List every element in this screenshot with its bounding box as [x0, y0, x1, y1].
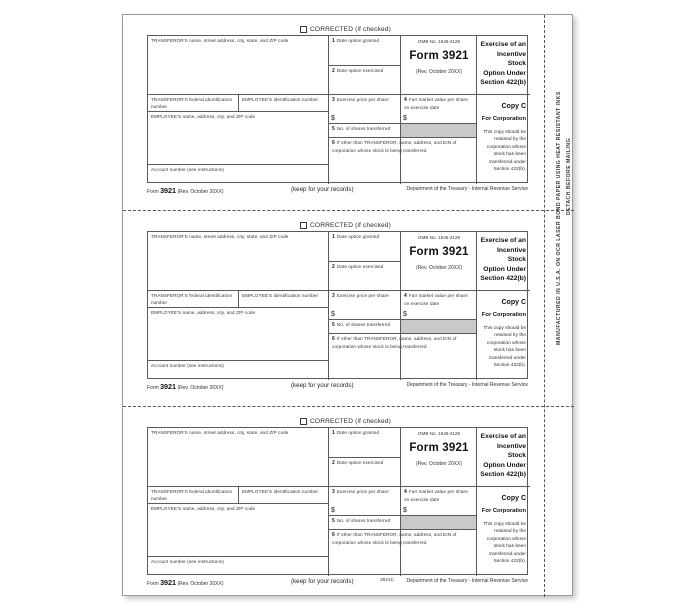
account-number-cell[interactable]	[148, 556, 328, 576]
footer-department: Department of the Treasury - Internal Revenue Service	[406, 382, 528, 388]
transferor-tin-cell[interactable]	[148, 486, 238, 503]
footer-keep-records: (keep for your records)	[291, 186, 354, 193]
box-3-number: 3	[332, 489, 335, 495]
form-sheet	[122, 14, 573, 596]
copy-label: Copy C	[501, 299, 526, 306]
box-6-number: 6	[332, 336, 335, 342]
grid-column-title	[476, 36, 529, 184]
shaded-block	[401, 516, 477, 529]
box-4-cell[interactable]	[401, 94, 477, 123]
shaded-block	[401, 124, 477, 137]
box-2-cell[interactable]	[329, 65, 401, 94]
corrected-row	[123, 23, 528, 35]
copy-for-label: For Corporation	[481, 508, 526, 514]
box-5-label: No. of shares transferred	[336, 126, 391, 131]
side-text-column	[547, 15, 573, 597]
copy-designation-cell	[477, 486, 530, 576]
box-4-cell[interactable]	[401, 486, 477, 515]
account-number-label: Account number (see instructions)	[151, 167, 225, 172]
form-title-line-2: Incentive Stock	[497, 442, 526, 460]
omb-header-cell	[401, 232, 477, 290]
omb-number: OMB No. 1545-2129	[417, 39, 461, 44]
grid-column-title	[476, 232, 529, 380]
box-1-label: Date option granted	[336, 430, 380, 435]
form-title-line-2: Incentive Stock	[497, 50, 526, 68]
copy-designation-cell	[477, 290, 530, 380]
footer-keep-records: (keep for your records)	[291, 578, 354, 585]
grid-column-payer	[148, 428, 328, 576]
footer-form-id	[147, 578, 224, 587]
box-2-cell[interactable]	[329, 457, 401, 486]
box-1-number: 1	[332, 38, 335, 44]
corrected-label: CORRECTED (if checked)	[310, 25, 391, 33]
form-grid	[147, 35, 528, 183]
footer-form-prefix: Form	[147, 189, 159, 195]
form-title-line-4: Section 422(b)	[480, 275, 526, 283]
form-title-line-4: Section 422(b)	[480, 471, 526, 479]
employee-name-label: EMPLOYEE'S name, address, city, and ZIP code	[151, 506, 256, 511]
detach-line-vertical	[544, 15, 545, 597]
detach-before-mailing-text: DETACH BEFORE MAILING	[566, 137, 572, 215]
form-revision: (Rev. October 20XX)	[415, 265, 463, 271]
employee-tin-label: EMPLOYEE'S identification number	[242, 489, 319, 494]
manufactured-text: MANUFACTURED IN U.S.A. ON OCR LASER BOND PAPER USING HEAT RESISTANT INKS	[556, 91, 562, 345]
footer-form-number: 3921	[160, 186, 177, 195]
account-number-cell[interactable]	[148, 360, 328, 380]
box-5-cell[interactable]	[329, 319, 401, 333]
copy-for-label: For Corporation	[481, 116, 526, 122]
form-footer	[147, 578, 528, 590]
box-2-number: 2	[332, 264, 335, 270]
box-2-cell[interactable]	[329, 261, 401, 290]
corrected-label: CORRECTED (if checked)	[310, 417, 391, 425]
employee-tin-cell[interactable]	[238, 290, 328, 307]
perforation-line-2	[123, 406, 574, 407]
perforation-line-1	[123, 210, 574, 211]
box-4-cell[interactable]	[401, 290, 477, 319]
employee-tin-label: EMPLOYEE'S identification number	[242, 293, 319, 298]
transferor-name-cell[interactable]	[148, 36, 328, 94]
box-4-number: 4	[404, 293, 407, 299]
box-1-cell[interactable]	[329, 36, 401, 65]
box-4-label: Fair market value per share on exercise date	[404, 489, 468, 502]
box-6-label: If other than TRANSFEROR, name, address, and EIN of corporation whose stock is being transferred	[332, 140, 457, 153]
box-6-label: If other than TRANSFEROR, name, address, and EIN of corporation whose stock is being transferred	[332, 532, 457, 545]
footer-department: Department of the Treasury - Internal Revenue Service	[406, 186, 528, 192]
footer-product-code: 3921C	[380, 578, 395, 583]
grid-column-payer	[148, 36, 328, 184]
omb-number: OMB No. 1545-2129	[417, 235, 461, 240]
grid-column-payer	[148, 232, 328, 380]
form-title-line-1: Exercise of an	[480, 41, 526, 48]
form-title-cell	[477, 428, 530, 486]
footer-department: Department of the Treasury - Internal Revenue Service	[406, 578, 528, 584]
box-3-number: 3	[332, 97, 335, 103]
footer-form-id	[147, 382, 224, 391]
box-3-label: Exercise price per share	[336, 293, 389, 298]
footer-form-id	[147, 186, 224, 195]
box-5-number: 5	[332, 322, 335, 328]
transferor-name-label: TRANSFEROR'S name, street address, city, state, and ZIP code	[151, 234, 289, 239]
transferor-name-cell[interactable]	[148, 232, 328, 290]
copy-label: Copy C	[501, 495, 526, 502]
form-title-line-3: Option Under	[483, 265, 526, 273]
employee-tin-cell[interactable]	[238, 486, 328, 503]
copy-label: Copy C	[501, 103, 526, 110]
box-4-dollar-sign: $	[403, 507, 407, 514]
omb-header-cell	[401, 36, 477, 94]
box-3-number: 3	[332, 293, 335, 299]
account-number-label: Account number (see instructions)	[151, 363, 225, 368]
box-2-label: Date option exercised	[336, 68, 384, 73]
employee-name-cell[interactable]	[148, 503, 328, 556]
form-revision: (Rev. October 20XX)	[415, 461, 463, 467]
transferor-tin-label: TRANSFEROR'S federal identification number	[151, 97, 233, 109]
shaded-block	[401, 320, 477, 333]
box-5-shaded-area	[401, 319, 477, 333]
omb-header-cell	[401, 428, 477, 486]
account-number-label: Account number (see instructions)	[151, 559, 225, 564]
copy-designation-cell	[477, 94, 530, 184]
footer-revision: (Rev. October 20XX)	[177, 385, 224, 391]
footer-form-number: 3921	[160, 382, 177, 391]
retain-notice: This copy should be retained by the corporation whose stock has been transferred under Section 422(b).	[483, 522, 526, 565]
copy-for-label: For Corporation	[481, 312, 526, 318]
transferor-tin-cell[interactable]	[148, 290, 238, 307]
box-1-number: 1	[332, 234, 335, 240]
box-3-label: Exercise price per share	[336, 489, 389, 494]
box-3-cell[interactable]	[329, 94, 401, 123]
retain-notice: This copy should be retained by the corporation whose stock has been transferred under Section 422(b).	[483, 326, 526, 369]
box-4-label: Fair market value per share on exercise date	[404, 293, 468, 306]
footer-revision: (Rev. October 20XX)	[177, 189, 224, 195]
transferor-tin-label: TRANSFEROR'S federal identification number	[151, 293, 233, 305]
box-1-label: Date option granted	[336, 38, 380, 43]
box-3-dollar-sign: $	[331, 507, 335, 514]
box-1-cell[interactable]	[329, 428, 401, 457]
box-5-shaded-area	[401, 123, 477, 137]
box-5-label: No. of shares transferred	[336, 518, 391, 523]
transferor-name-label: TRANSFEROR'S name, street address, city, state, and ZIP code	[151, 38, 289, 43]
box-3-label: Exercise price per share	[336, 97, 389, 102]
box-4-dollar-sign: $	[403, 311, 407, 318]
corrected-checkbox[interactable]	[300, 26, 307, 33]
box-4-label: Fair market value per share on exercise date	[404, 97, 468, 110]
box-6-number: 6	[332, 532, 335, 538]
corrected-checkbox[interactable]	[300, 222, 307, 229]
box-1-number: 1	[332, 430, 335, 436]
box-5-number: 5	[332, 518, 335, 524]
footer-form-prefix: Form	[147, 581, 159, 587]
employee-name-cell[interactable]	[148, 307, 328, 360]
retain-notice: This copy should be retained by the corporation whose stock has been transferred under Section 422(b).	[483, 130, 526, 173]
form-number: Form 3921	[409, 442, 469, 454]
form-number: Form 3921	[409, 50, 469, 62]
omb-number: OMB No. 1545-2129	[417, 431, 461, 436]
corrected-row	[123, 219, 528, 231]
box-3-cell[interactable]	[329, 290, 401, 319]
box-5-cell[interactable]	[329, 515, 401, 529]
form-title-cell	[477, 36, 530, 94]
box-2-label: Date option exercised	[336, 264, 384, 269]
grid-column-title	[476, 428, 529, 576]
transferor-tin-label: TRANSFEROR'S federal identification number	[151, 489, 233, 501]
box-6-label: If other than TRANSFEROR, name, address, and EIN of corporation whose stock is being transferred	[332, 336, 457, 349]
box-2-number: 2	[332, 460, 335, 466]
box-2-label: Date option exercised	[336, 460, 384, 465]
employee-name-label: EMPLOYEE'S name, address, city, and ZIP code	[151, 310, 256, 315]
grid-column-boxes-right	[400, 428, 476, 576]
account-number-cell[interactable]	[148, 164, 328, 184]
form-revision: (Rev. October 20XX)	[415, 69, 463, 75]
footer-form-number: 3921	[160, 578, 177, 587]
form-title-line-2: Incentive Stock	[497, 246, 526, 264]
form-footer	[147, 382, 528, 394]
box-1-label: Date option granted	[336, 234, 380, 239]
corrected-row	[123, 415, 528, 427]
footer-form-prefix: Form	[147, 385, 159, 391]
box-5-shaded-area	[401, 515, 477, 529]
box-5-number: 5	[332, 126, 335, 132]
box-3-dollar-sign: $	[331, 115, 335, 122]
form-number: Form 3921	[409, 246, 469, 258]
employee-name-label: EMPLOYEE'S name, address, city, and ZIP code	[151, 114, 256, 119]
transferor-name-cell[interactable]	[148, 428, 328, 486]
box-4-number: 4	[404, 489, 407, 495]
grid-column-boxes-right	[400, 232, 476, 380]
box-3-dollar-sign: $	[331, 311, 335, 318]
footer-revision: (Rev. October 20XX)	[177, 581, 224, 587]
form-grid	[147, 231, 528, 379]
form-footer	[147, 186, 528, 198]
grid-column-boxes-right	[400, 36, 476, 184]
transferor-name-label: TRANSFEROR'S name, street address, city, state, and ZIP code	[151, 430, 289, 435]
footer-keep-records: (keep for your records)	[291, 382, 354, 389]
box-4-dollar-sign: $	[403, 115, 407, 122]
form-grid	[147, 427, 528, 575]
employee-tin-cell[interactable]	[238, 94, 328, 111]
form-title-line-1: Exercise of an	[480, 433, 526, 440]
transferor-tin-cell[interactable]	[148, 94, 238, 111]
form-title-line-1: Exercise of an	[480, 237, 526, 244]
form-title-cell	[477, 232, 530, 290]
employee-tin-label: EMPLOYEE'S identification number	[242, 97, 319, 102]
form-title-line-3: Option Under	[483, 461, 526, 469]
box-5-cell[interactable]	[329, 123, 401, 137]
box-2-number: 2	[332, 68, 335, 74]
box-5-label: No. of shares transferred	[336, 322, 391, 327]
box-4-number: 4	[404, 97, 407, 103]
box-3-cell[interactable]	[329, 486, 401, 515]
corrected-checkbox[interactable]	[300, 418, 307, 425]
form-title-line-3: Option Under	[483, 69, 526, 77]
form-title-line-4: Section 422(b)	[480, 79, 526, 87]
employee-name-cell[interactable]	[148, 111, 328, 164]
corrected-label: CORRECTED (if checked)	[310, 221, 391, 229]
box-6-number: 6	[332, 140, 335, 146]
box-1-cell[interactable]	[329, 232, 401, 261]
